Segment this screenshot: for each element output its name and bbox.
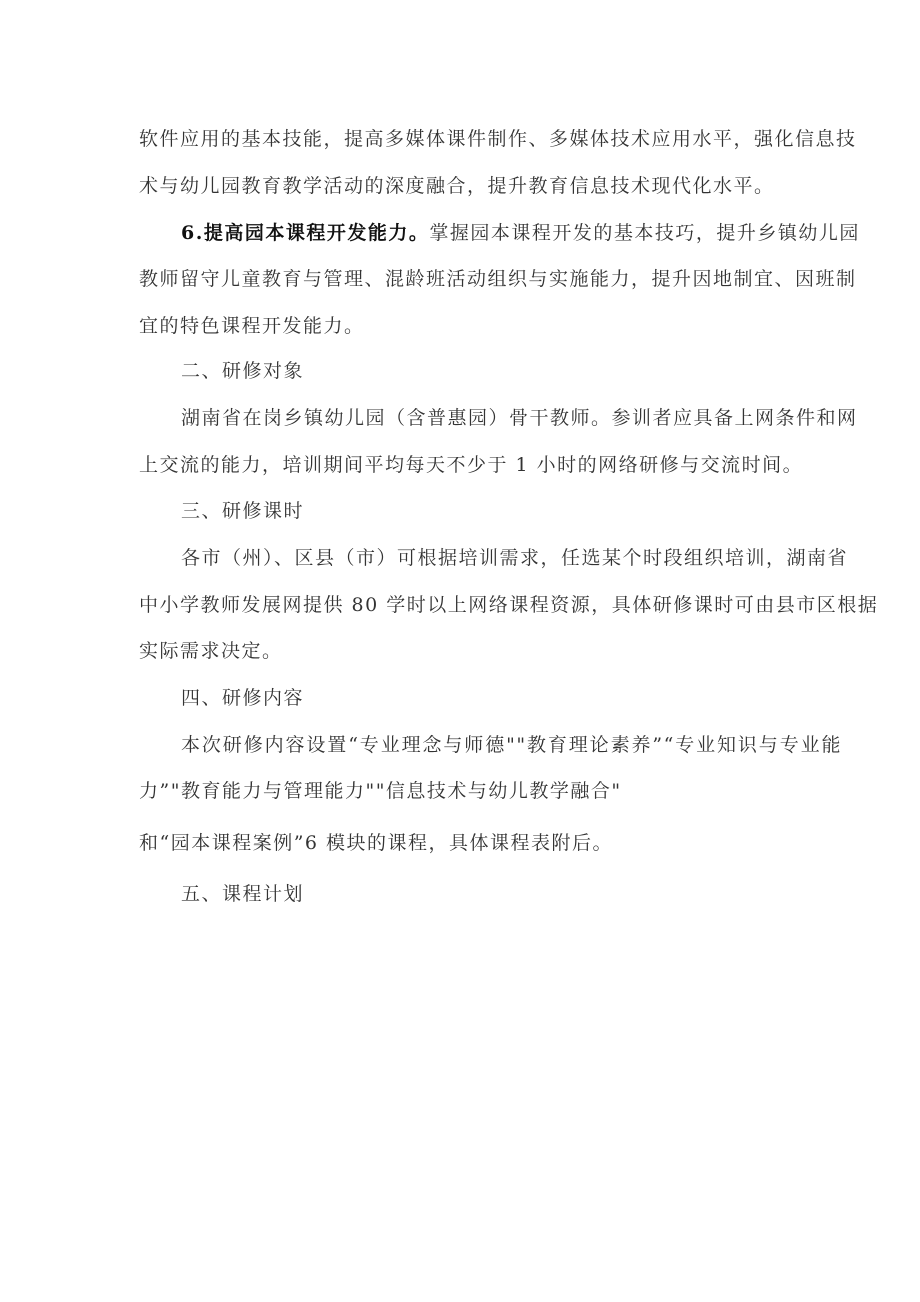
paragraph-line: 上交流的能力，培训期间平均每天不少于 1 小时的网络研修与交流时间。: [139, 454, 804, 476]
paragraph-line: 教师留守儿童教育与管理、混龄班活动组织与实施能力，提升因地制宜、因班制: [139, 268, 857, 290]
paragraph-line: 各市（州）、区县（市）可根据培训需求，任选某个时段组织培训，湖南省: [181, 547, 849, 569]
section-heading: 四、研修内容: [181, 687, 305, 709]
paragraph-line: 和“园本课程案例”6 模块的课程，具体课程表附后。: [139, 832, 614, 854]
section-heading: 二、研修对象: [181, 360, 305, 382]
paragraph-line: 中小学教师发展网提供 80 学时以上网络课程资源，具体研修课时可由县市区根据: [139, 594, 879, 616]
item-6-heading: 6.提高园本课程开发能力。: [181, 222, 430, 244]
paragraph-line: 实际需求决定。: [139, 640, 283, 662]
paragraph-line: 术与幼儿园教育教学活动的深度融合，提升教育信息技术现代化水平。: [139, 175, 775, 197]
section-heading: 三、研修课时: [181, 500, 305, 522]
item-6-text: 掌握园本课程开发的基本技巧，提升乡镇幼儿园: [429, 222, 860, 244]
paragraph-line: 湖南省在岗乡镇幼儿园（含普惠园）骨干教师。参训者应具备上网条件和网: [181, 407, 858, 429]
paragraph-line: 软件应用的基本技能，提高多媒体课件制作、多媒体技术应用水平，强化信息技: [139, 128, 857, 150]
paragraph-line: [181, 219, 860, 247]
section-heading: 五、课程计划: [181, 883, 305, 905]
paragraph-line: 宜的特色课程开发能力。: [139, 315, 365, 337]
paragraph-line: 力”"教育能力与管理能力""信息技术与幼儿教学融合": [139, 780, 622, 802]
paragraph-line: 本次研修内容设置“专业理念与师德""教育理论素养”“专业知识与专业能: [181, 734, 842, 756]
